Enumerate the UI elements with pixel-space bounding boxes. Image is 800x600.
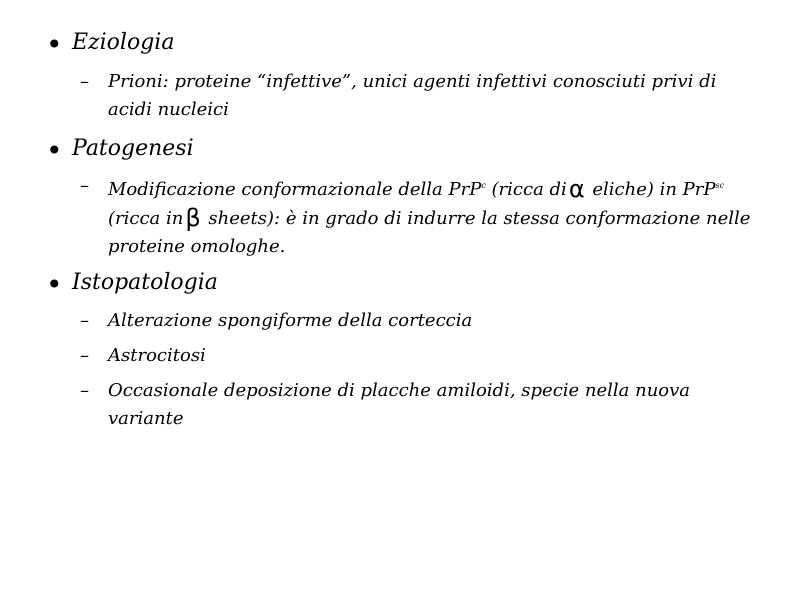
- dash-icon: –: [80, 71, 89, 92]
- subitem-line: Modificazione conformazionale della PrP$^c$ (ricca diα eliche) in PrP$^{sc}$: [108, 175, 725, 203]
- subitem-line: Prioni: proteine “infettive”, unici agenti infettivi conosciuti privi di: [108, 71, 717, 92]
- bullet-dot-icon: •: [46, 268, 63, 301]
- heading-eziologia: Eziologia: [72, 30, 175, 55]
- dash-icon: –: [80, 175, 89, 196]
- subitem-text: [108, 307, 472, 335]
- dash-icon: –: [80, 345, 89, 366]
- bullet-dot-icon: •: [46, 28, 63, 61]
- beta-symbol: β: [185, 204, 201, 232]
- subitem-text: [108, 342, 206, 370]
- subitem-line: (ricca inβ sheets): è in grado di indurre la stessa conformazione nelle: [108, 204, 751, 232]
- subitem-line: variante: [108, 408, 184, 429]
- subitem-line: Astrocitosi: [108, 345, 206, 366]
- alpha-symbol: α: [568, 175, 585, 203]
- subitem-line: proteine omologhe.: [108, 236, 286, 257]
- dash-icon: –: [80, 380, 89, 401]
- subitem-line: Occasionale deposizione di placche amiloidi, specie nella nuova: [108, 380, 691, 401]
- subitem-text: [108, 377, 690, 433]
- subitem-text: [108, 68, 716, 124]
- dash-icon: –: [80, 310, 89, 331]
- subitem-line: acidi nucleici: [108, 99, 229, 120]
- subitem-line: Alterazione spongiforme della corteccia: [108, 310, 473, 331]
- heading-istopatologia: Istopatologia: [72, 270, 218, 295]
- subitem-text: [108, 172, 750, 261]
- bullet-dot-icon: •: [46, 134, 63, 167]
- heading-patogenesi: Patogenesi: [72, 136, 194, 161]
